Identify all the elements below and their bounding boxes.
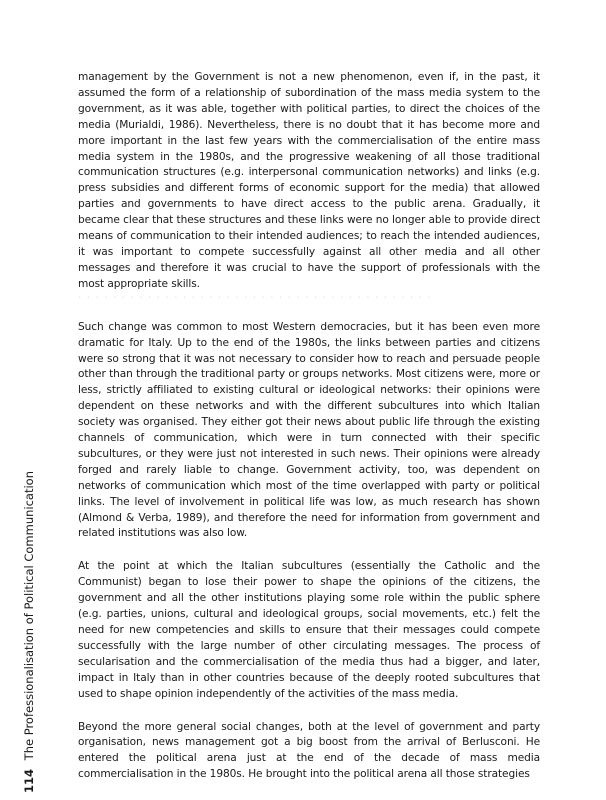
bleed-through-line: · · · · · · · · · · · · · · · · · · · · · · · · · · · · · · · · · · · · · · · · ·	[78, 294, 432, 301]
page-number: 114	[22, 768, 36, 793]
running-head-title: The Professionalisation of Political Communication	[22, 470, 36, 761]
paragraph-1: management by the Government is not a new phenomenon, even if, in the past, it assumed the form of a relationship of subordination of the mass media system to the government, as it was able, together with political parties, to direct the choices of the media (Murialdi, 1986). Nevertheless, there is no doubt that it has become more and more important in the last few years with the commercialisation of the entire mass media system in the 1980s, and the progressive weakening of all those traditional communication structures (e.g. interpersonal communication networks) and links (e.g. press subsidies and different forms of economic support for the media) that allowed parties and governments to have direct access to the public arena. Gradually, it became clear that these structures and these links were no longer able to provide direct means of communication to their intended audiences; to reach the intended audiences, it was important to compete successfully against all other media and all other messages and therefore it was crucial to have the support of professionals with the most appropriate skills.	[78, 71, 540, 290]
paragraph-4: Beyond the more general social changes, both at the level of government and party organisation, news management got a big boost from the arrival of Berlusconi. He entered the political arena just at the end of the decade of mass media commercialisation in the 1980s. He brought into the political arena all those strategies	[78, 720, 540, 781]
running-head	[22, 471, 36, 793]
body-text	[78, 70, 540, 783]
paragraph-2: Such change was common to most Western democracies, but it has been even more dramatic for Italy. Up to the end of the 1980s, the links between parties and citizens were so strong that it was not necessary to consider how to reach and persuade people other than through the traditional party or groups networks. Most citizens were, more or less, strictly affiliated to existing cultural or ideological networks: their opinions were dependent on these networks and with the different subcultures into which Italian society was organised. They either got their news about public life through the existing channels of communication, which were in turn connected with their specific subcultures, or they were just not interested in such news. Their opinions were already forged and rarely liable to change. Government activity, too, was dependent on networks of communication which most of the time overlapped with party or political links. The level of involvement in political life was low, as much research has shown (Almond & Verba, 1989), and therefore the need for information from government and related institutions was also low.	[78, 320, 540, 540]
paragraph-3: At the point at which the Italian subcultures (essentially the Catholic and the Communist) began to lose their power to shape the opinions of the citizens, the government and all the other institutions playing some role within the public sphere (e.g. parties, unions, cultural and ideological groups, social movements, etc.) felt the need for new competencies and skills to ensure that their messages could compete successfully with the large number of other circulating messages. The process of secularisation and the commercialisation of the media thus had a bigger, and later, impact in Italy than in other countries because of the deeply rooted subcultures that used to shape opinion independently of the activities of the mass media.	[78, 560, 540, 700]
